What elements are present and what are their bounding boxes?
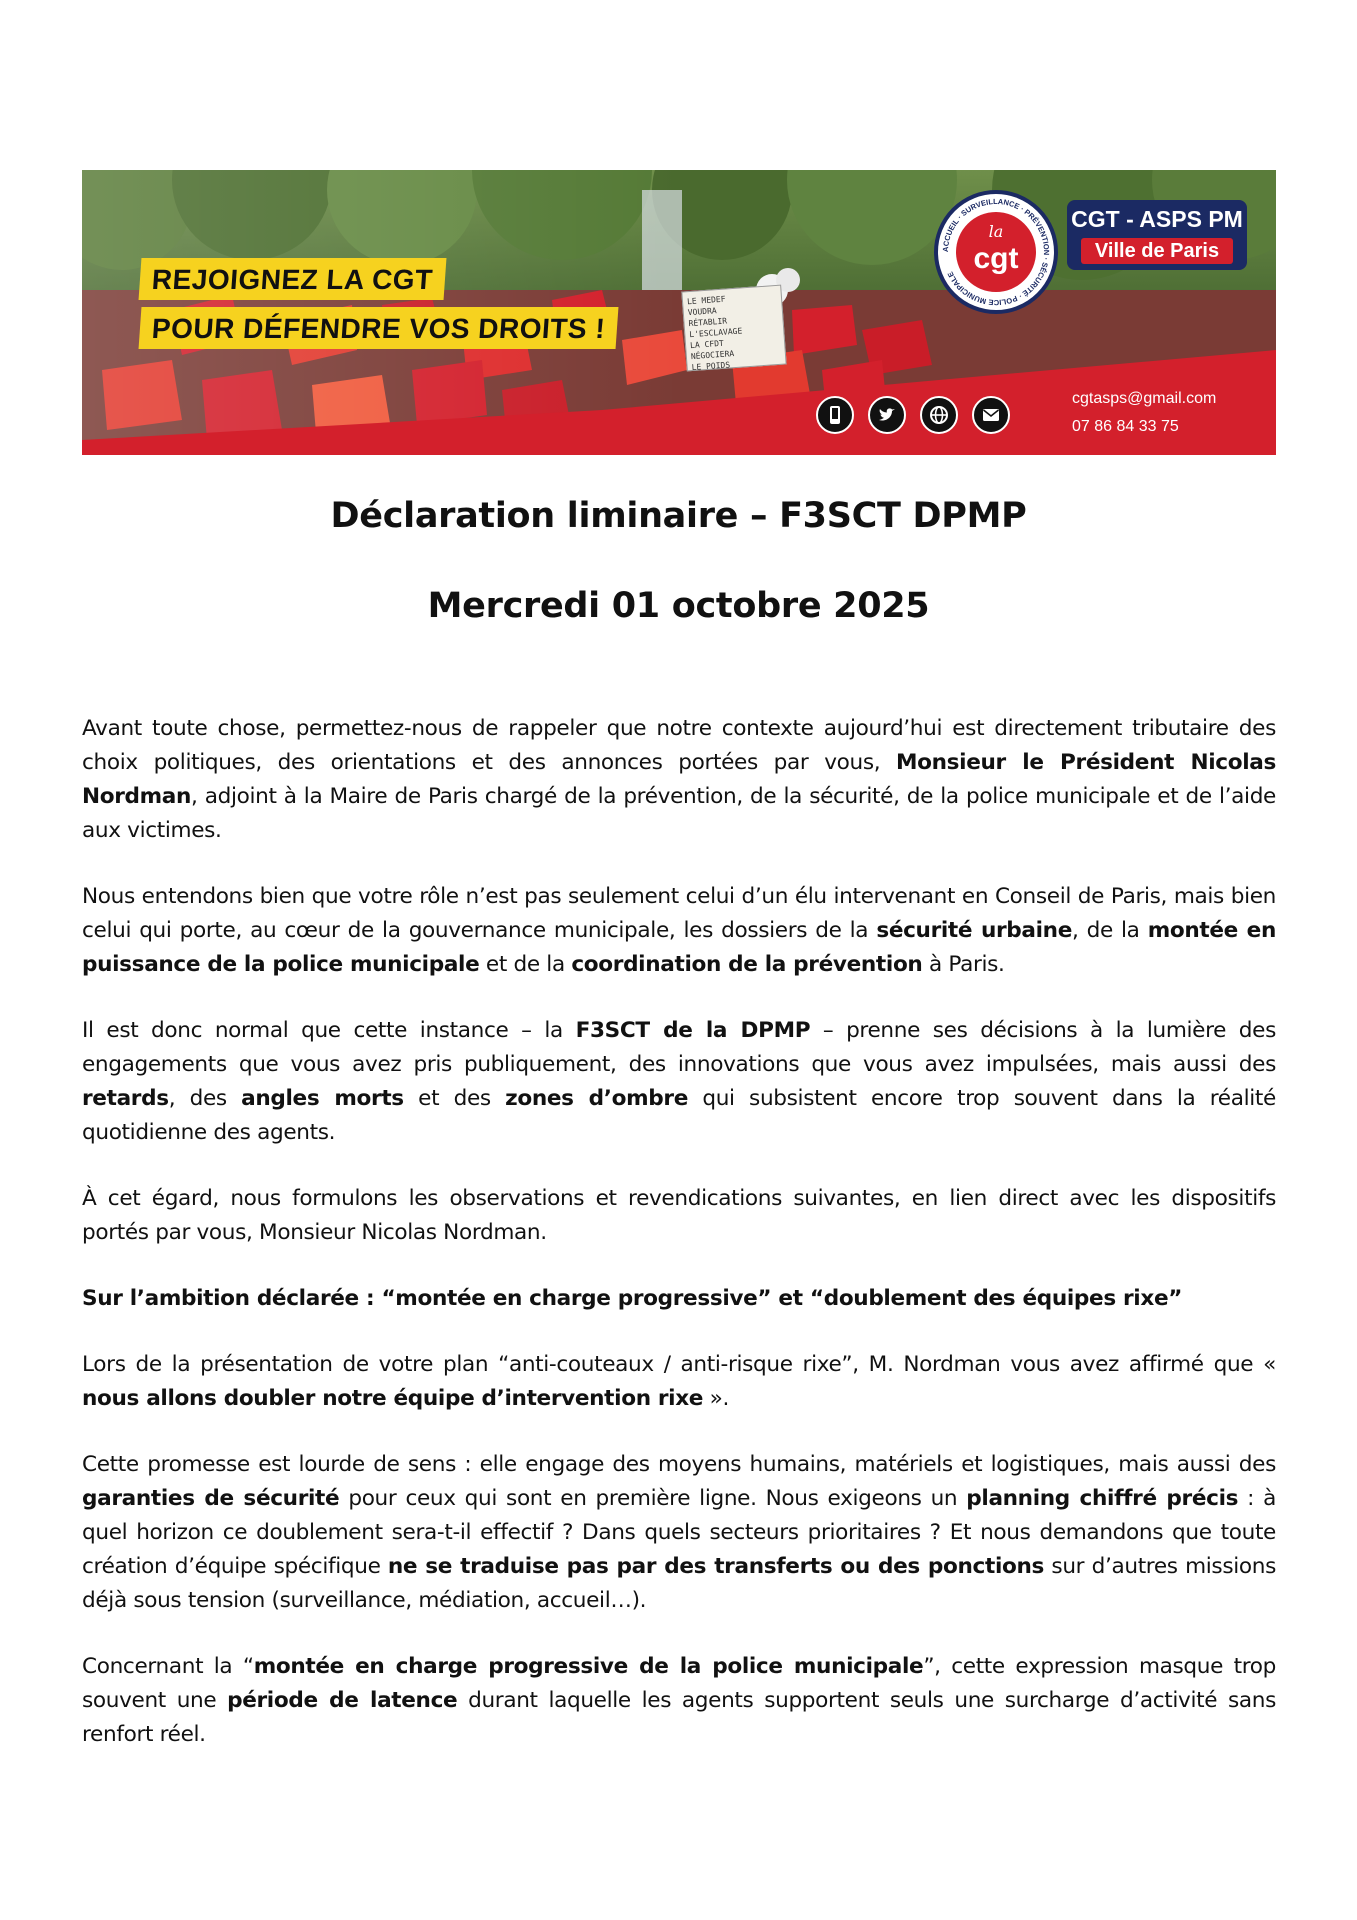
bold-run: ne se traduise pas par des transferts ou des ponctions (387, 1554, 1045, 1579)
slogan-line-2: POUR DÉFENDRE VOS DROITS ! (139, 307, 619, 349)
text-run: , des (168, 1086, 242, 1111)
sign-line: NÉGOCIERA (690, 349, 735, 362)
contact-email[interactable]: cgtasps@gmail.com (1072, 390, 1217, 407)
bold-run: F3SCT de la DPMP (575, 1018, 811, 1043)
svg-text:ACCUEIL · SURVEILLANCE · PRÉVE: ACCUEIL · SURVEILLANCE · PRÉVENTION · SÉCURITÉ · POLICE MUNICIPALE (940, 196, 1052, 308)
bold-run: Monsieur le Président Nicolas Nordman (82, 750, 1276, 809)
section-heading: Sur l’ambition déclarée : “montée en charge progressive” et “doublement des équipes rixe” (82, 1286, 1183, 1311)
text-run: et des (403, 1086, 506, 1111)
document-title: Déclaration liminaire – F3SCT DPMP (330, 496, 1027, 536)
bold-run: coordination de la prévention (571, 952, 923, 977)
paragraph-1 (82, 712, 1276, 848)
bold-run: période de latence (227, 1688, 458, 1713)
text-run: Concernant la “ (82, 1654, 254, 1679)
sign-line: L'ESCLAVAGE (689, 326, 743, 340)
bold-run: retards (82, 1086, 169, 1111)
paragraph-7 (82, 1650, 1276, 1752)
org-box (1067, 200, 1247, 270)
paragraph-5 (82, 1348, 1276, 1416)
bold-run: montée en charge progressive de la police municipale (253, 1654, 924, 1679)
paragraph-3 (82, 1014, 1276, 1150)
bold-run: planning chiffré précis (966, 1486, 1239, 1511)
text-run: ». (703, 1386, 729, 1411)
org-name: CGT - ASPS PM (1071, 206, 1243, 232)
bold-run: nous allons doubler notre équipe d’intervention rixe (82, 1386, 704, 1411)
cgt-logo (934, 190, 1058, 314)
text-run: qui subsistent encore trop souvent dans la réalité quotidienne des agents. (82, 1086, 1276, 1145)
paragraph-4: À cet égard, nous formulons les observations et revendications suivantes, en lien direct avec les dispositifs portés par vous, Monsieur Nicolas Nordman. (82, 1186, 1276, 1245)
bold-run: garanties de sécurité (82, 1486, 340, 1511)
text-run: Avant toute chose, permettez-nous de rappeler que notre contexte aujourd’hui est directement tributaire des choix politiques, des orientations et des annonces portées par vous, (82, 716, 1276, 775)
text-run: Il est donc normal que cette instance – la (82, 1018, 576, 1043)
sign-line: LE MEDEF (686, 294, 726, 307)
bold-run: sécurité urbaine (876, 918, 1072, 943)
sign-line: LA CFDT (689, 338, 725, 351)
slogan-line-1: REJOIGNEZ LA CGT (139, 258, 447, 300)
twitter-icon[interactable] (868, 396, 906, 434)
logo-cgt-text: cgt (973, 242, 1019, 275)
logo-la-text: la (988, 222, 1004, 241)
bold-run: zones d’ombre (505, 1086, 688, 1111)
text-run: et de la (479, 952, 572, 977)
text-run: : à quel horizon ce doublement sera-t-il effectif ? Dans quels secteurs prioritaires ? Et nous demandons que toute création d’équipe spécifique (82, 1486, 1276, 1579)
org-city: Ville de Paris (1081, 238, 1233, 264)
text-run: Cette promesse est lourde de sens : elle engage des moyens humains, matériels et logistiques, mais aussi des (82, 1452, 1276, 1477)
text-run: durant laquelle les agents supportent seuls une surcharge d’activité sans renfort réel. (82, 1688, 1276, 1747)
text-run: sur d’autres missions déjà sous tension (surveillance, médiation, accueil…). (82, 1554, 1276, 1613)
contact-phone[interactable]: 07 86 84 33 75 (1072, 418, 1179, 435)
paragraph-2 (82, 880, 1276, 982)
header-banner (82, 170, 1276, 455)
phone-icon[interactable] (816, 396, 854, 434)
globe-icon[interactable] (920, 396, 958, 434)
text-run: , de la (1072, 918, 1148, 943)
document-date: Mercredi 01 octobre 2025 (427, 586, 930, 626)
sign-line: LE POIDS (691, 360, 731, 373)
bold-run: montée en puissance de la police municipale (82, 918, 1276, 977)
sign-line: VOUDRA (687, 306, 717, 318)
text-run: pour ceux qui sont en première ligne. Nous exigeons un (339, 1486, 967, 1511)
text-run: , adjoint à la Maire de Paris chargé de la prévention, de la sécurité, de la police municipale et de l’aide aux victimes. (82, 784, 1276, 843)
text-run: ”, cette expression masque trop souvent une (82, 1654, 1276, 1713)
document-body (82, 712, 1276, 1784)
sign-line: RÉTABLIR (688, 316, 728, 329)
text-run: Lors de la présentation de votre plan “anti-couteaux / anti-risque rixe”, M. Nordman vous avez affirmé que « (82, 1352, 1276, 1377)
paragraph-6 (82, 1448, 1276, 1618)
text-run: Nous entendons bien que votre rôle n’est pas seulement celui d’un élu intervenant en Conseil de Paris, mais bien celui qui porte, au cœur de la gouvernance municipale, les dossiers de la (82, 884, 1276, 943)
protest-sign (681, 285, 786, 372)
bold-run: angles morts (241, 1086, 404, 1111)
text-run: – prenne ses décisions à la lumière des engagements que vous avez pris publiquement, des innovations que vous avez impulsées, mais aussi des (82, 1018, 1276, 1077)
mail-icon[interactable] (972, 396, 1010, 434)
logo-core (956, 212, 1036, 292)
text-run: à Paris. (922, 952, 1005, 977)
